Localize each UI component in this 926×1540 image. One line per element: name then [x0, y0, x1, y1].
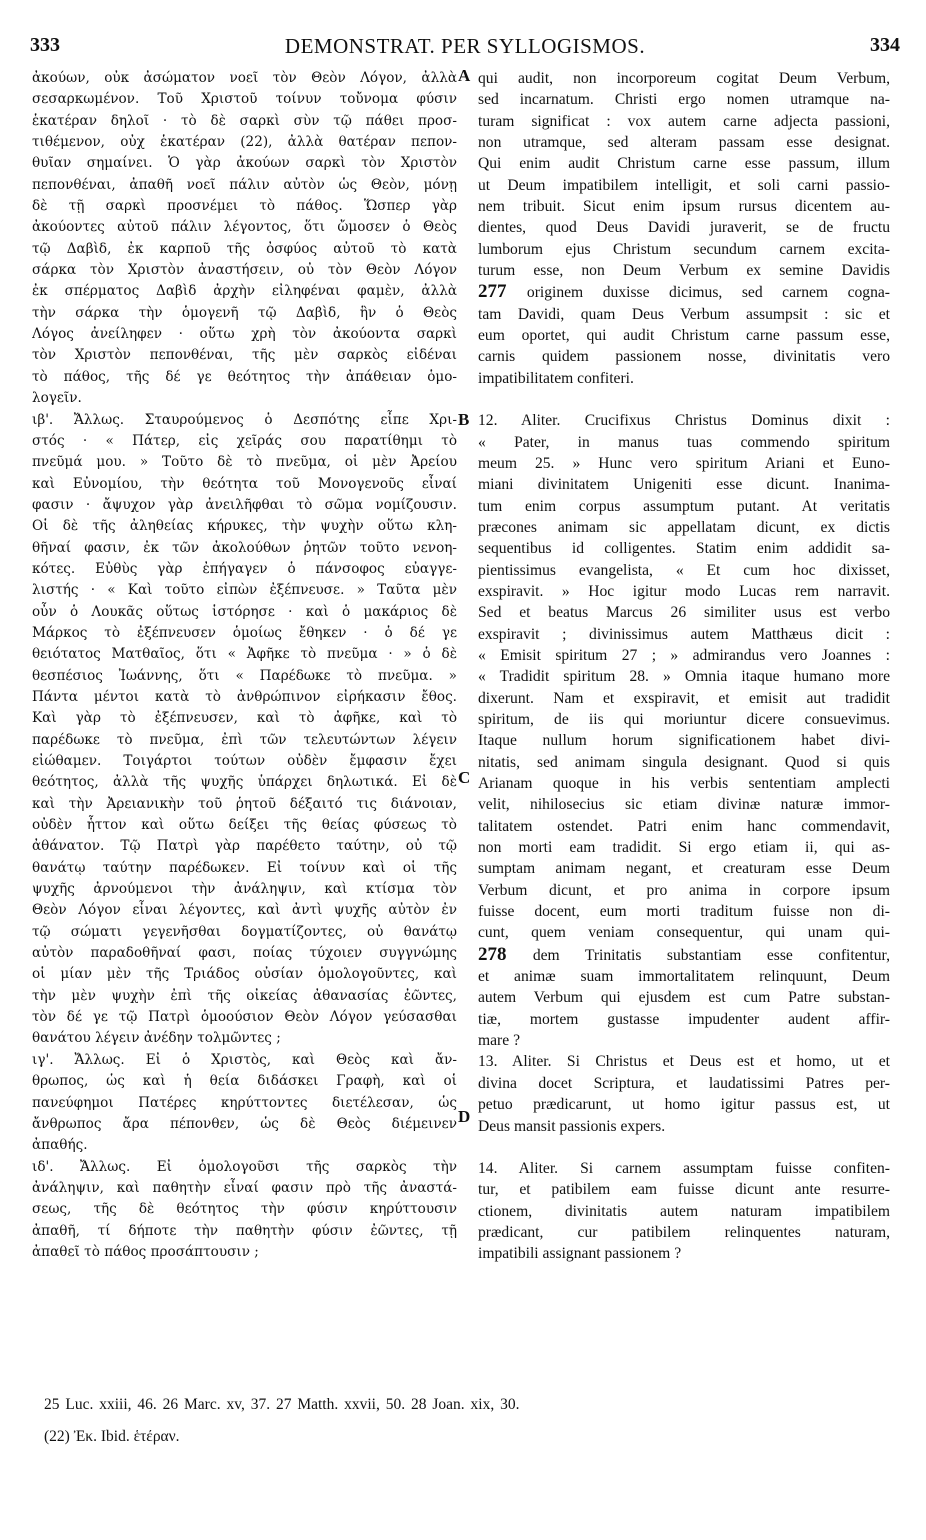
- column-number-278: 278: [478, 943, 533, 965]
- latin-text-line: 14. Aliter. Si carnem assumptam fuisse confiten-: [478, 1159, 890, 1177]
- greek-text-line: Οἱ δὲ τῆς ἀληθείας κήρυκες, τὴν ψυχὴν οὕτω κλη-: [32, 518, 457, 535]
- latin-text-line: cunt, quem veniam consequentur, qui unam qui-: [478, 924, 890, 942]
- running-header: [30, 34, 900, 60]
- greek-text-line: ιγ'. Ἄλλως. Εἰ ὁ Χριστὸς, καὶ Θεὸς καὶ ἄν-: [32, 1051, 457, 1068]
- greek-text-line: εἰώθαμεν. Τοιγάρτοι τούτων οὐδὲν ἔμφασιν ἔχει: [32, 753, 457, 769]
- latin-text-line: nitatis, sed animam singula designant. Quod si quis: [478, 753, 890, 771]
- latin-text-line: meum 25. » Hunc vero spiritum Ariani et Euno-: [478, 454, 890, 472]
- latin-text-line: dixerunt. Nam et exspiravit, et emisit aut tradidit: [478, 689, 890, 707]
- margin-letter-c: C: [458, 768, 471, 787]
- greek-text-line: οὐδὲν ἧττον καὶ οὕτω δείξει τῆς θείας φύσεως τὸ: [32, 817, 457, 834]
- latin-text-line: nem tribuit. Sicut enim ipsum rursus dicentem au-: [478, 198, 890, 216]
- greek-text-line: Καὶ γὰρ τὸ ἐξέπνευσεν, καὶ τὸ ἀφῆκε, καὶ τὸ: [32, 710, 457, 727]
- greek-text-line: τιθέμενον, οὐχ ἑκατέραν (22), ἀλλὰ θατέραν πεπον-: [32, 134, 457, 151]
- running-title: DEMONSTRAT. PER SYLLOGISMOS.: [284, 34, 646, 58]
- greek-text-line: τὸ πάθος, τῆς δέ γε θεότητος τὴν ἀπάθειαν ὁμο-: [32, 368, 457, 385]
- latin-text-line: dientes, quod Deus Davidi juraverit, se de fructu: [478, 219, 890, 237]
- greek-text-line: ἀνάληψιν, καὶ παθητὴν εἶναί φασιν πρὸ τῆς ἀναστά-: [32, 1179, 457, 1196]
- latin-text-line: « Pater, in manus tuas commendo spiritum: [478, 433, 890, 451]
- greek-text-line: στός · « Πάτερ, εἰς χεῖράς σου παρατίθημι τὸ: [32, 432, 457, 449]
- latin-text-line: exspiravit. » Hoc igitur modo Lucas rem narravit.: [478, 582, 890, 600]
- greek-column: [32, 68, 457, 1263]
- greek-text-line: παρέδωκε τὸ πνεῦμα, ἐπὶ τῶν τελευτώντων λέγειν: [32, 731, 457, 748]
- latin-text-line: miani divinitatem Unigeniti esse dicunt. Inanima-: [478, 476, 890, 494]
- latin-text-line: 277 originem duxisse dicimus, sed carnem cogna-: [478, 281, 890, 303]
- latin-text-line: tur, et patibilem eam fuisse dicunt ante resurre-: [478, 1181, 890, 1199]
- greek-text-line: σάρκα τὸν Χριστὸν ἀναστήσειν, οὐ τὸν Θεὸν Λόγον: [32, 262, 457, 279]
- latin-text-line: impatibili assignant passionem ?: [478, 1245, 682, 1263]
- greek-text-line: θρωπος, ὡς καὶ ἡ θεία διδάσκει Γραφὴ, καὶ οἱ: [32, 1073, 457, 1090]
- greek-text-line: οὖν ὁ Λουκᾶς οὕτως ἱστόρησε · καὶ ὁ μακάριος δὲ: [32, 603, 457, 620]
- greek-text-line: σεως, τῆς δὲ θεότητος τὴν φύσιν κηρύττουσιν: [32, 1201, 457, 1218]
- latin-text-line: sequentibus id colligentes. Statim enim addidit sa-: [478, 540, 890, 558]
- latin-text-line: lumborum ejus Christum secundum carnem excita-: [478, 240, 890, 258]
- greek-text-line: θανάτῳ ταύτην παρέδωκεν. Εἰ τοίνυν καὶ οἱ τῆς: [32, 859, 457, 876]
- margin-letter-d: D: [458, 1107, 471, 1126]
- greek-text-line: δὲ τῇ σαρκὶ προσνέμει τὸ πάθος. Ὥσπερ γὰρ: [32, 198, 457, 215]
- greek-text-line: τὴν σάρκα τὴν ὁμογενῆ τῷ Δαβὶδ, ἣν ὁ Θεὸς: [32, 304, 457, 321]
- greek-text-line: θεότητος, ἀλλὰ τῆς ψυχῆς ὑπάρχει δηλωτικά. Εἰ δὲ: [32, 774, 457, 791]
- latin-text-line: tum enim corpus assumptum putant. At veritatis: [478, 497, 890, 515]
- scripture-references: 25 Luc. xxiii, 46. 26 Marc. xv, 37. 27 Matth. xxvii, 50. 28 Joan. xix, 30.: [44, 1396, 520, 1413]
- latin-text-line: sed incarnatum. Christi ergo nomen utramque na-: [478, 91, 890, 109]
- greek-text-line: πεπονθέναι, ἀπαθῆ νοεῖ πάλιν αὐτὸν ὡς Θεὸν, μόνῃ: [32, 176, 457, 193]
- greek-text-line: ἐκ σπέρματος Δαβὶδ ἀρχὴν εἰληφέναι φαμὲν, ἀλλὰ: [32, 283, 457, 300]
- greek-text-line: ιδ'. Ἄλλως. Εἰ ὁμολογοῦσι τῆς σαρκὸς τὴν: [32, 1158, 457, 1175]
- latin-text-line: non morti eam tradidit. Si ergo etiam ii, qui as-: [478, 839, 890, 857]
- left-page-number: 333: [30, 34, 60, 56]
- column-number-277: 277: [478, 281, 527, 303]
- greek-text-line: Θεὸν Λόγον εἶναι λέγοντες, καὶ ἀντὶ ψυχῆς αὐτὸν ἐν: [32, 902, 457, 919]
- greek-text-line: θυῖαν σημαίνει. Ὁ γὰρ ἀκούων σαρκὶ τὸν Χριστὸν: [32, 155, 457, 172]
- latin-text-line: Sed et beatus Marcus 26 similiter usus est verbo: [478, 604, 890, 622]
- greek-text-line: τὴν μὲν ψυχὴν ἐπὶ τῆς οἰκείας ἀθανασίας ἐῶντες,: [32, 987, 457, 1004]
- latin-text-line: pientissimus evangelista, « Et cum hoc dixisset,: [478, 561, 890, 579]
- greek-text-line: αὐτὸν παραδοθῆναί φασι, ποίας τύχοιεν συγγνώμης: [32, 945, 457, 962]
- greek-text-line: φασιν · ἄψυχον γὰρ ἀνειλῆφθαι τὸ σῶμα νομίζουσιν.: [32, 496, 457, 513]
- latin-blank-line: [478, 1137, 890, 1158]
- latin-text-line: prædicant, cur patibilem relinquentes naturam,: [478, 1223, 890, 1241]
- latin-text-line: 12. Aliter. Crucifixus Christus Dominus dixit :: [478, 412, 890, 430]
- latin-text-line: spiritum, de iis qui moriuntur dicere consuevimus.: [478, 710, 890, 728]
- latin-text-line: ctionem, divinitatis autem naturam impatibilem: [478, 1202, 890, 1220]
- greek-text-line: ψυχῆς ἀρνούμενοι τὴν ἀνάληψιν, καὶ κτίσμα τὸν: [32, 881, 457, 898]
- latin-text-line: sumptam animam negant, et creaturam esse Deum: [478, 860, 890, 878]
- latin-text-line: Deus mansit passionis expers.: [478, 1117, 666, 1135]
- greek-text-line: θεσπέσιος Ἰωάννης, ὅτι « Παρέδωκε τὸ πνεῦμα. »: [32, 667, 457, 684]
- greek-text-line: θανάτου λέγειν ἀνέδην τολμῶντες ;: [32, 1030, 281, 1047]
- latin-text-line: Verbum dicunt, et pro anima in corpore ipsum: [478, 881, 890, 899]
- latin-text-line: carnis quidem passionem nosse, divinitatis vero: [478, 348, 890, 366]
- latin-text-line: divina docet Scriptura, et laudatissimi Patres per-: [478, 1074, 890, 1092]
- greek-text-line: καὶ τὴν Ἀρειανικὴν τοῦ ῥητοῦ δέξαιτό τις διάνοιαν,: [32, 795, 457, 812]
- latin-text-line: Qui enim audit Christum carne esse passum, illum: [478, 155, 890, 173]
- greek-text-line: θειότατος Ματθαῖος, ὅτι « Ἀφῆκε τὸ πνεῦμα · » ὁ δὲ: [32, 646, 457, 663]
- greek-text-line: τῷ σώματι γεγενῆσθαι δογματίζοντες, οὐ θανάτῳ: [32, 923, 457, 940]
- greek-text-line: λογεῖν.: [32, 390, 82, 407]
- footnotes: [44, 1396, 884, 1446]
- greek-text-line: οἱ μίαν μὲν τῆς Τριάδος οὐσίαν ὁμολογοῦντες, καὶ: [32, 966, 457, 983]
- latin-text-line: « Tradidit spiritum 28. » Omnia itaque humano more: [478, 668, 890, 686]
- greek-text-line: ἑκατέραν δηλοῖ · τὸ δὲ σαρκὶ σὺν τῷ πάθει προσ-: [32, 112, 457, 129]
- greek-text-line: ἀθάνατον. Τῷ Πατρὶ γὰρ παρέθετο ταύτην, οὐ τῷ: [32, 838, 457, 855]
- margin-letter-b: B: [458, 410, 470, 429]
- latin-text-line: tam Davidi, quam Deus Verbum assumpsit : sic et: [478, 305, 890, 323]
- latin-text-line: eum oportet, qui audit Christum carne passum esse,: [478, 327, 890, 345]
- greek-text-line: ἀπαθής.: [32, 1137, 88, 1154]
- greek-text-line: τῷ Δαβὶδ, ἐκ καρποῦ τῆς ὀσφύος αὐτοῦ τὸ κατὰ: [32, 240, 457, 257]
- latin-text-line: 13. Aliter. Si Christus et Deus est et homo, ut et: [478, 1053, 890, 1071]
- latin-column: [478, 68, 890, 1265]
- greek-text-line: ἀκούων, οὐκ ἀσώματον νοεῖ τὸν Θεὸν Λόγον, ἀλλὰ: [32, 70, 457, 86]
- greek-text-line: Πάντα μέντοι κατὰ τὸ ἀνθρώπινον εἰρήκασιν ἔθος.: [32, 688, 457, 705]
- right-page-number: 334: [870, 34, 900, 56]
- greek-text-line: πνεῦμά μου. » Τοῦτο δὲ τὸ πνεῦμα, οἱ μὲν Ἀρείου: [32, 454, 457, 471]
- latin-text-line: præcones animam sic appellatam dicunt, ex dictis: [478, 518, 890, 536]
- latin-text-line: velit, nihilosecius sic etiam divinæ naturæ immor-: [478, 796, 890, 814]
- greek-text-line: θῆναί φασιν, ἐκ τῶν ἀκολούθων ῥητῶν τοῦτο νενοη-: [32, 539, 457, 556]
- greek-text-line: τὸν Χριστὸν πεπονθέναι, τῆς μὲν σαρκὸς εἰδέναι: [32, 347, 457, 364]
- latin-text-line: ut Deum impatibilem intelligit, et soli carni passio-: [478, 176, 890, 194]
- latin-text-line: qui audit, non incorporeum cogitat Deum Verbum,: [478, 70, 890, 87]
- latin-text-line: impatibilitatem confiteri.: [478, 369, 634, 387]
- latin-text-line: non utramque, sed alteram passam esse designat.: [478, 134, 890, 152]
- latin-text-line: tiæ, mortem gustasse impudenter audent affir-: [478, 1010, 890, 1028]
- latin-text-line: Itaque nullum horum significationem habet divi-: [478, 732, 890, 750]
- greek-text-line: τὸν δέ γε τῷ Πατρὶ ὁμοούσιον Θεὸν Λόγον γεύσασθαι: [32, 1009, 457, 1026]
- greek-text-line: ιβ'. Ἄλλως. Σταυρούμενος ὁ Δεσπότης εἶπε Χρι-: [32, 411, 457, 428]
- greek-text-line: ἀπαθεῖ τὸ πάθος προσάπτουσιν ;: [32, 1243, 259, 1260]
- greek-text-line: ἀκούοντες αὐτοῦ πάλιν λέγοντος, ὅτι ὤμοσεν ὁ Θεὸς: [32, 219, 457, 236]
- latin-text-line: petuo prædicarunt, ut homo igitur passus est, ut: [478, 1096, 890, 1114]
- greek-text-line: καὶ Εὐνομίου, τὴν θεότητα τοῦ Μονογενοῦς εἶναί: [32, 475, 457, 492]
- latin-blank-line: [478, 389, 890, 410]
- latin-text-line: Arianam quoque in his verbis sententiam amplecti: [478, 775, 890, 792]
- greek-text-line: κότες. Εὐθὺς γὰρ ἐπήγαγεν ὁ πάνσοφος εὐαγγε-: [32, 560, 457, 577]
- greek-text-line: σεσαρκωμένον. Τοῦ Χριστοῦ τοίνυν τοὔνομα φύσιν: [32, 91, 457, 108]
- latin-text-line: 278 dem Trinitatis substantiam esse confitentur,: [478, 943, 890, 965]
- greek-text-line: ἄνθρωπος ἄρα πέπονθεν, ὡς δὲ Θεὸς διέμεινεν: [32, 1115, 457, 1132]
- latin-text-line: exspiravit ; divinissimus autem Matthæus dicit :: [478, 625, 890, 643]
- latin-text-line: et animæ suam immortalitatem relinquunt, Deum: [478, 968, 890, 986]
- greek-text-line: λιστής · « Καὶ τοῦτο εἰπὼν ἐξέπνευσε. » Ταῦτα μὲν: [32, 582, 457, 599]
- greek-text-line: Λόγος ἀνείληφεν · οὕτω χρὴ τὸν ἀκούοντα σαρκὶ: [32, 326, 457, 343]
- latin-text-line: fuisse docent, eum morti traditum fuisse non di-: [478, 903, 890, 921]
- latin-text-line: talitatem ostendet. Patri enim hanc commendavit,: [478, 817, 890, 835]
- greek-text-line: πανεύφημοι Πατέρες κηρύττοντες διετέλεσαν, ὡς: [32, 1094, 457, 1111]
- latin-text-line: autem Verbum qui ejusdem est cum Patre substan-: [478, 989, 890, 1007]
- greek-text-line: Μάρκος τὸ ἐξέπνευσεν ὁμοίως ἔθηκεν · ὁ δέ γε: [32, 624, 457, 641]
- latin-text-line: turum esse, non Deum Verbum ex semine Davidis: [478, 262, 890, 280]
- variant-reading-note: (22) Ἐκ. Ibid. ἑτέραν.: [44, 1428, 180, 1445]
- latin-text-line: turam significat : vox autem carne adjecta passioni,: [478, 112, 890, 130]
- latin-text-line: « Emisit spiritum 27 ; » admirandus vero Joannes :: [478, 646, 890, 664]
- greek-text-line: ἀπαθῆ, τί δήποτε τὴν παθητὴν φύσιν ἐῶντες, τῇ: [32, 1222, 457, 1239]
- margin-letter-a: A: [458, 66, 471, 85]
- latin-text-line: mare ?: [478, 1032, 520, 1050]
